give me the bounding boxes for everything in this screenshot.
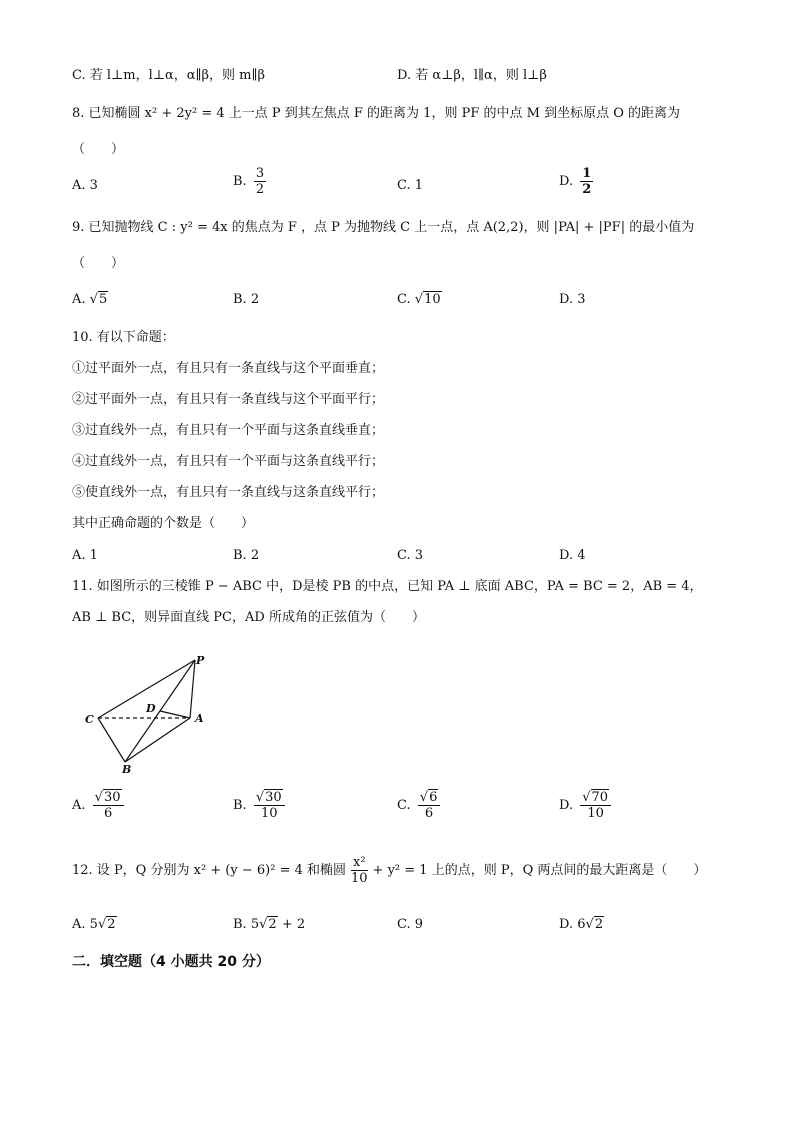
q12-ellipse-fraction bbox=[349, 855, 370, 886]
label-b: B bbox=[122, 763, 132, 775]
q8-option-d-numerator: 1 bbox=[582, 166, 592, 181]
q12-stem-pre: 12. 设 P，Q 分别为 x² + (y − 6)² = 4 和椭圆 bbox=[72, 863, 346, 878]
q11-option-b[interactable] bbox=[233, 790, 288, 821]
q12-option-a[interactable] bbox=[72, 915, 117, 935]
q12-option-b[interactable] bbox=[233, 915, 305, 935]
q12-option-b-label: B. bbox=[233, 917, 247, 932]
q8-paren: （ ） bbox=[72, 142, 125, 157]
q11-option-c-radicand: 6 bbox=[429, 790, 438, 805]
label-p: P bbox=[196, 654, 205, 667]
q8-option-d-fraction bbox=[580, 166, 593, 197]
q7-option-c[interactable]: C. 若 l⊥m，l⊥α，α∥β，则 m∥β bbox=[72, 68, 266, 83]
label-d: D bbox=[146, 702, 156, 715]
q9-option-c-radicand: 10 bbox=[424, 292, 441, 307]
q8-option-d[interactable] bbox=[559, 166, 596, 197]
edge-ba bbox=[125, 718, 190, 762]
q12-option-a-radicand: 2 bbox=[107, 917, 116, 932]
q10-option-d[interactable]: D. 4 bbox=[559, 548, 586, 563]
q11-option-a[interactable] bbox=[72, 790, 127, 821]
q9-stem: 9. 已知抛物线 C : y² = 4x 的焦点为 F ，点 P 为抛物线 C 上一点，点 A(2,2)，则 |PA| + |PF| 的最小值为 bbox=[72, 220, 695, 235]
q10-item-5: ⑤使直线外一点，有且只有一条直线与这条直线平行； bbox=[72, 485, 385, 500]
q12-option-b-coef: 5 bbox=[250, 917, 260, 932]
q11-option-d-label: D. bbox=[559, 798, 574, 813]
q12-option-d-label: D. bbox=[559, 917, 574, 932]
q7-option-d[interactable]: D. 若 α⊥β，l∥α，则 l⊥β bbox=[397, 68, 547, 83]
q11-option-b-fraction bbox=[254, 790, 285, 821]
q12-stem bbox=[72, 855, 706, 886]
q12-option-d-sqrt: √2 bbox=[585, 917, 604, 932]
q11-option-d-fraction bbox=[580, 790, 611, 821]
q8-option-b-fraction bbox=[254, 166, 266, 197]
q11-option-d[interactable] bbox=[559, 790, 614, 821]
q11-stem-line-1: 11. 如图所示的三棱锥 P − ABC 中，D是棱 PB 的中点，已知 PA ⊥ 底面 ABC，PA = BC = 2，AB = 4， bbox=[72, 579, 703, 594]
q8-option-b[interactable] bbox=[233, 166, 269, 197]
q11-option-a-label: A. bbox=[72, 798, 86, 813]
q11-option-b-denominator: 10 bbox=[260, 806, 278, 821]
q9-option-c-label: C. bbox=[397, 292, 411, 307]
q8-option-b-numerator: 3 bbox=[255, 166, 265, 181]
section-2-heading: 二．填空题（4 小题共 20 分） bbox=[72, 954, 270, 970]
q12-option-a-sqrt: √2 bbox=[97, 917, 116, 932]
q11-option-d-numerator: √70 bbox=[580, 790, 611, 806]
q11-option-a-numerator: √30 bbox=[93, 790, 124, 806]
q12-option-b-radicand: 2 bbox=[268, 917, 277, 932]
q10-item-1: ①过平面外一点，有且只有一条直线与这个平面垂直； bbox=[72, 361, 385, 376]
label-c: C bbox=[85, 713, 94, 726]
q12-stem-post: + y² = 1 上的点，则 P，Q 两点间的最大距离是（ ） bbox=[372, 863, 707, 878]
q11-option-c-denominator: 6 bbox=[424, 806, 434, 821]
q9-option-a[interactable] bbox=[72, 290, 108, 310]
q11-option-a-radicand: 30 bbox=[103, 790, 121, 805]
q10-item-2: ②过平面外一点，有且只有一条直线与这个平面平行； bbox=[72, 392, 385, 407]
q11-option-c-fraction bbox=[418, 790, 441, 821]
q9-option-c-sqrt: √10 bbox=[414, 292, 441, 307]
q9-option-a-sqrt: √5 bbox=[89, 292, 108, 307]
q11-stem-line-2: AB ⊥ BC，则异面直线 PC，AD 所成角的正弦值为（ ） bbox=[72, 610, 425, 625]
q11-option-a-denominator: 6 bbox=[103, 806, 113, 821]
q11-option-d-radicand: 70 bbox=[591, 790, 609, 805]
edge-cb bbox=[98, 718, 125, 762]
q10-option-b[interactable]: B. 2 bbox=[233, 548, 260, 563]
q12-option-d[interactable] bbox=[559, 915, 604, 935]
q11-option-b-numerator: √30 bbox=[254, 790, 285, 806]
q11-option-c[interactable] bbox=[397, 790, 443, 821]
q12-fraction-denominator: 10 bbox=[351, 871, 368, 886]
q11-option-a-fraction bbox=[93, 790, 124, 821]
q11-option-c-label: C. bbox=[397, 798, 411, 813]
q8-option-b-label: B. bbox=[233, 174, 247, 189]
q11-option-b-radicand: 30 bbox=[265, 790, 282, 805]
q9-option-d[interactable]: D. 3 bbox=[559, 292, 586, 307]
q8-option-d-label: D. bbox=[559, 174, 574, 189]
q8-option-c[interactable]: C. 1 bbox=[397, 178, 424, 193]
q12-option-a-label: A. bbox=[72, 917, 86, 932]
q12-option-c[interactable]: C. 9 bbox=[397, 917, 424, 932]
q9-paren: （ ） bbox=[72, 256, 125, 271]
q10-option-c[interactable]: C. 3 bbox=[397, 548, 424, 563]
q8-option-a[interactable]: A. 3 bbox=[72, 178, 98, 193]
q12-option-d-radicand: 2 bbox=[594, 917, 604, 932]
edge-pa bbox=[190, 660, 195, 718]
q11-option-b-label: B. bbox=[233, 798, 247, 813]
q11-pyramid-figure bbox=[80, 650, 220, 775]
q10-ask: 其中正确命题的个数是（ ） bbox=[72, 516, 255, 531]
q9-option-c[interactable] bbox=[397, 290, 442, 310]
q12-option-d-coef: 6 bbox=[577, 917, 586, 932]
q8-option-b-denominator: 2 bbox=[255, 182, 265, 197]
q12-option-b-sqrt: √2 bbox=[259, 917, 277, 932]
q10-item-4: ④过直线外一点，有且只有一个平面与这条直线平行； bbox=[72, 454, 385, 469]
q10-stem: 10. 有以下命题： bbox=[72, 330, 175, 345]
q11-option-c-numerator: √6 bbox=[418, 790, 441, 806]
label-a: A bbox=[195, 712, 204, 725]
q12-fraction-numerator: x² bbox=[353, 855, 366, 870]
q9-option-a-label: A. bbox=[72, 292, 86, 307]
q9-option-a-radicand: 5 bbox=[98, 292, 108, 307]
q11-option-d-denominator: 10 bbox=[587, 806, 604, 821]
q9-option-b[interactable]: B. 2 bbox=[233, 292, 260, 307]
q10-option-a[interactable]: A. 1 bbox=[72, 548, 98, 563]
q10-item-3: ③过直线外一点，有且只有一个平面与这条直线垂直； bbox=[72, 423, 385, 438]
segment-ad bbox=[160, 711, 190, 718]
q8-stem: 8. 已知椭圆 x² + 2y² = 4 上一点 P 到其左焦点 F 的距离为 1，则 PF 的中点 M 到坐标原点 O 的距离为 bbox=[72, 106, 680, 121]
q8-option-d-denominator: 2 bbox=[582, 182, 592, 197]
q12-option-b-tail: + 2 bbox=[281, 917, 306, 932]
q12-option-a-coef: 5 bbox=[89, 917, 98, 932]
